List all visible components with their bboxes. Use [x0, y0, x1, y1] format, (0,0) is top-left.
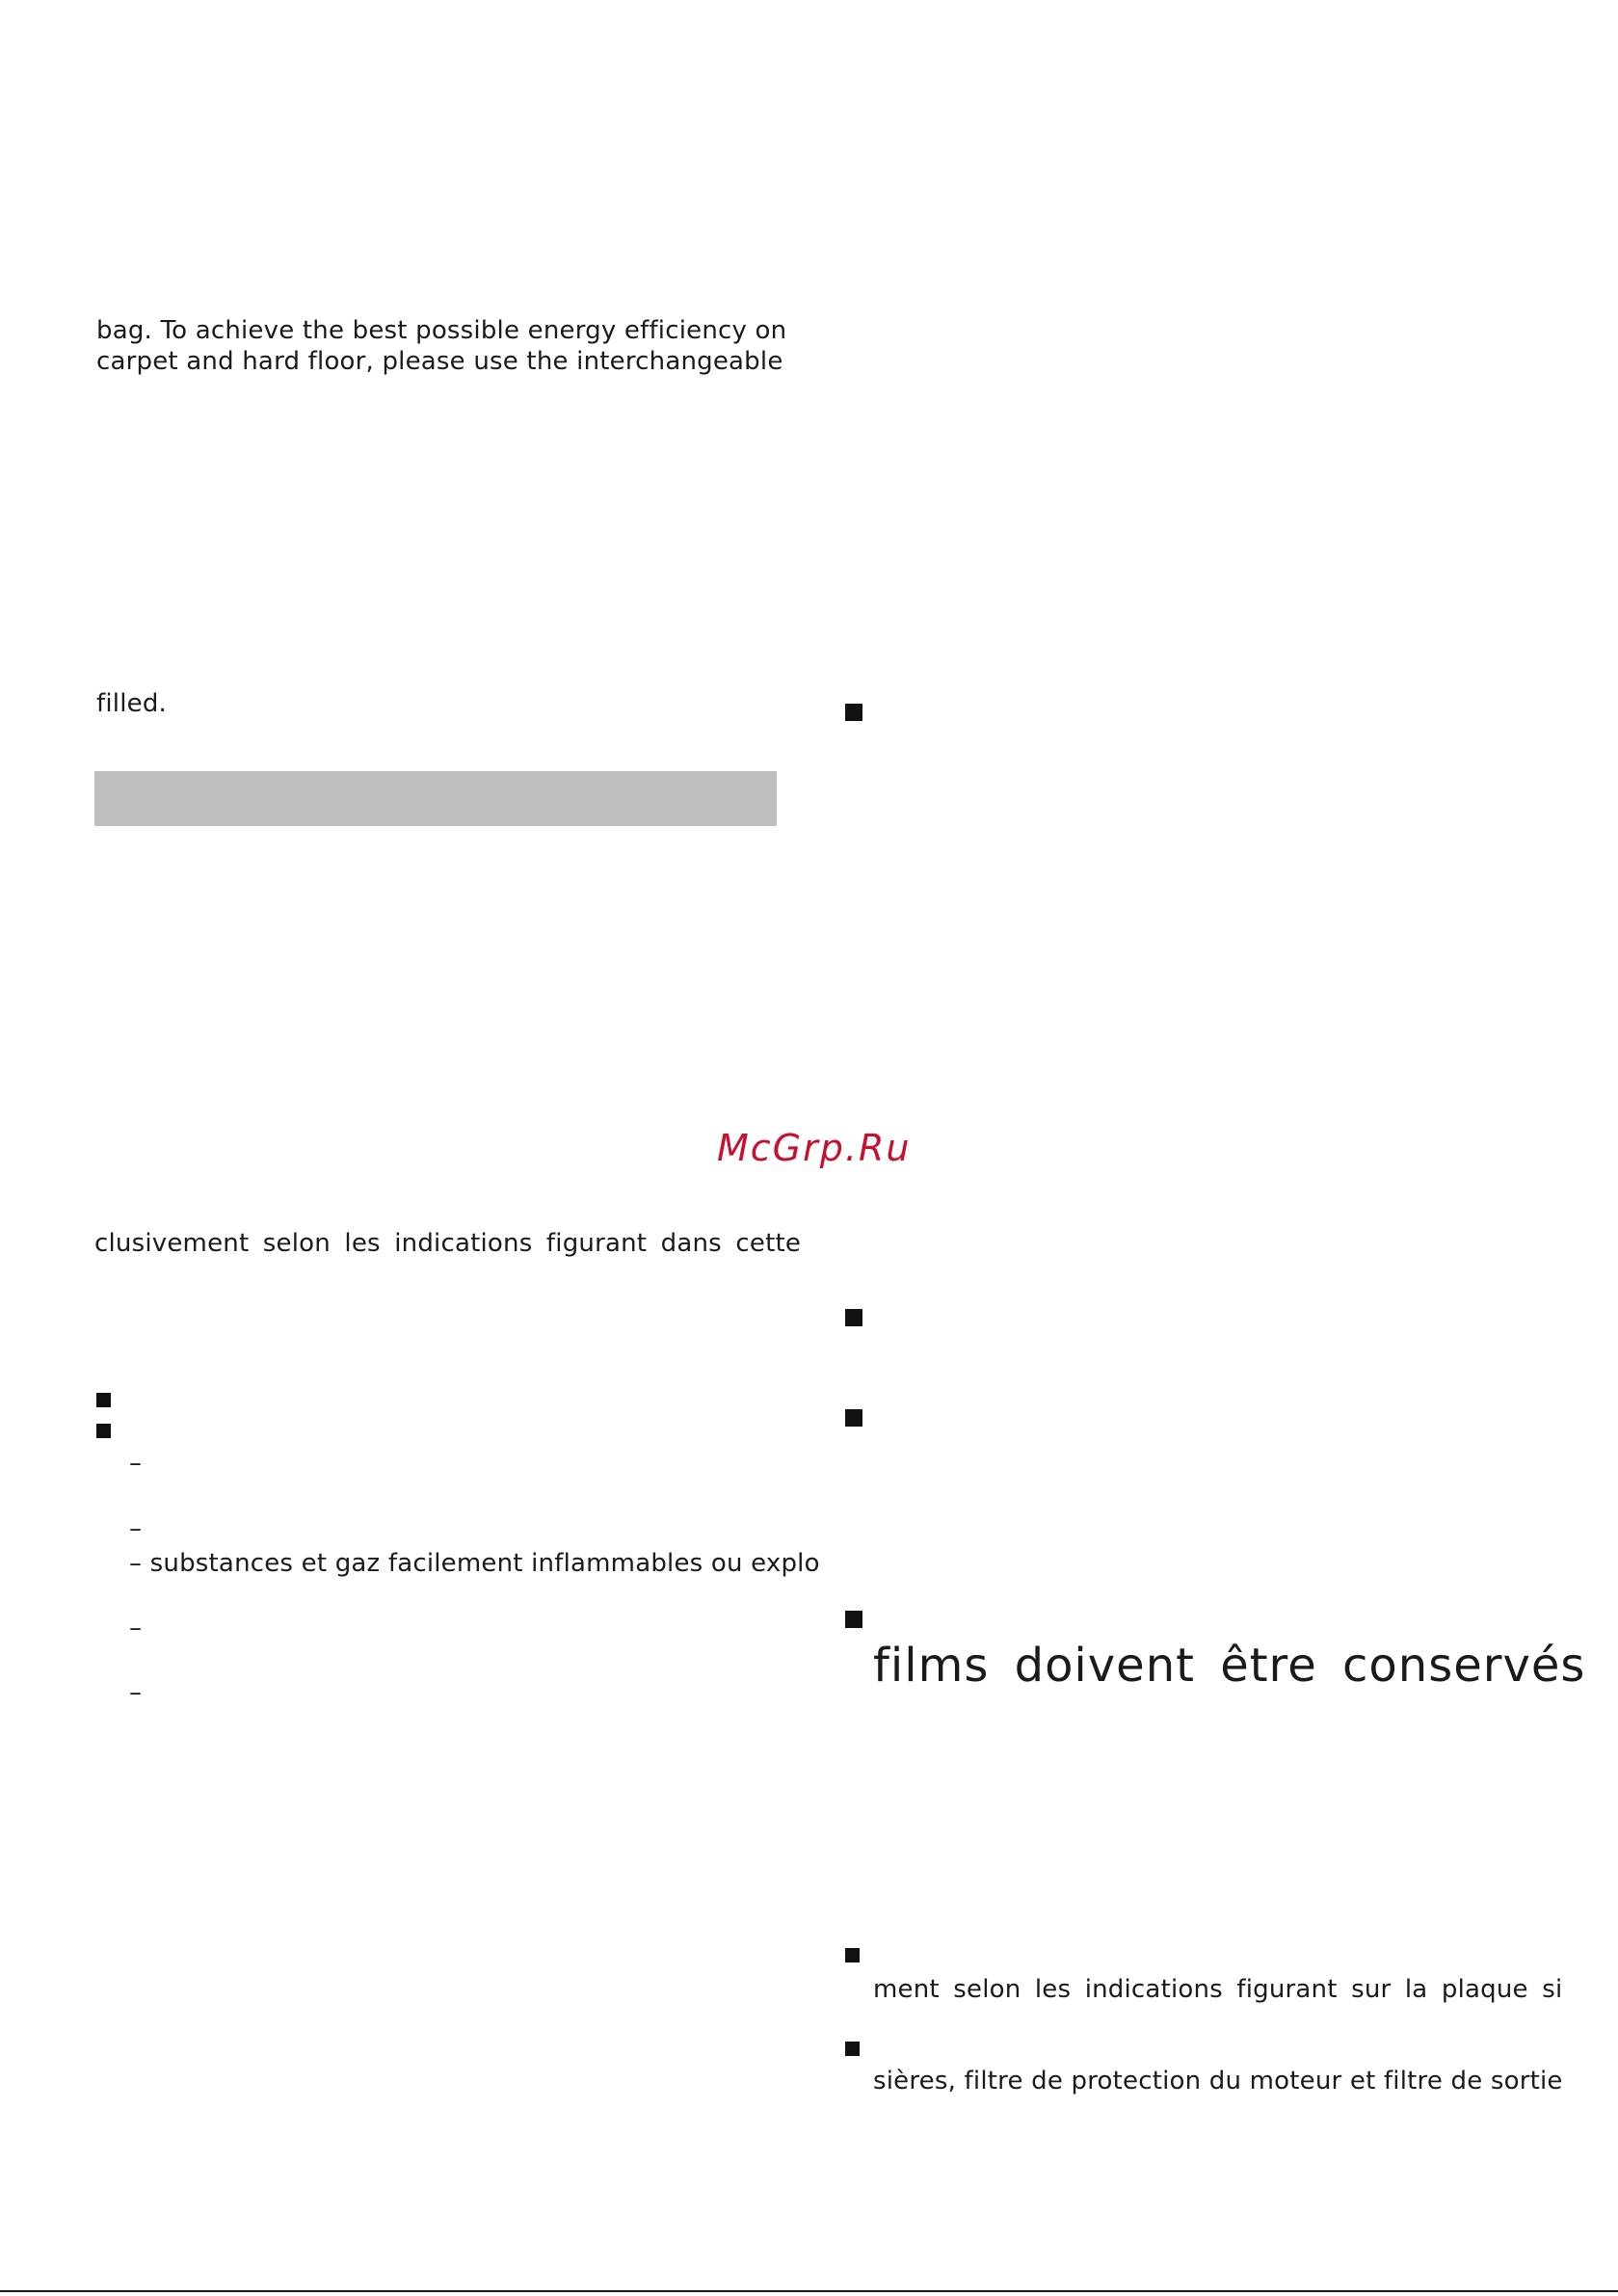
- text-line-clusivement: clusivement selon les indications figurant dans cette: [94, 1229, 802, 1258]
- list-dash: –: [129, 1614, 142, 1642]
- text-line-films-doivent: films doivent être conservés: [873, 1639, 1586, 1693]
- list-dash: –: [129, 1449, 142, 1478]
- bullet-square: [96, 1424, 111, 1438]
- bullet-square: [845, 1309, 862, 1326]
- text-line-filled: filled.: [96, 689, 167, 718]
- footer-rule: [0, 2290, 1618, 2292]
- bullet-square: [96, 1393, 111, 1407]
- watermark-mcgrp: McGrp.Ru: [717, 1127, 912, 1169]
- bullet-square: [845, 1409, 862, 1427]
- text-line-substances: – substances et gaz facilement inflammables ou explo: [129, 1549, 820, 1578]
- text-line-sieres: sières, filtre de protection du moteur et filtre de sortie: [873, 2067, 1563, 2096]
- bullet-square: [845, 704, 862, 721]
- bullet-square: [845, 1948, 860, 1962]
- list-dash: –: [129, 1678, 142, 1707]
- text-line-carpet: carpet and hard floor, please use the interchangeable: [96, 347, 783, 376]
- bullet-square: [845, 1611, 862, 1628]
- bullet-square: [845, 2042, 860, 2056]
- text-line-bag: bag. To achieve the best possible energy efficiency on: [96, 316, 787, 345]
- text-line-ment-selon: ment selon les indications figurant sur la plaque si: [873, 1975, 1563, 2004]
- list-dash: –: [129, 1514, 142, 1543]
- section-heading-band: [94, 771, 777, 826]
